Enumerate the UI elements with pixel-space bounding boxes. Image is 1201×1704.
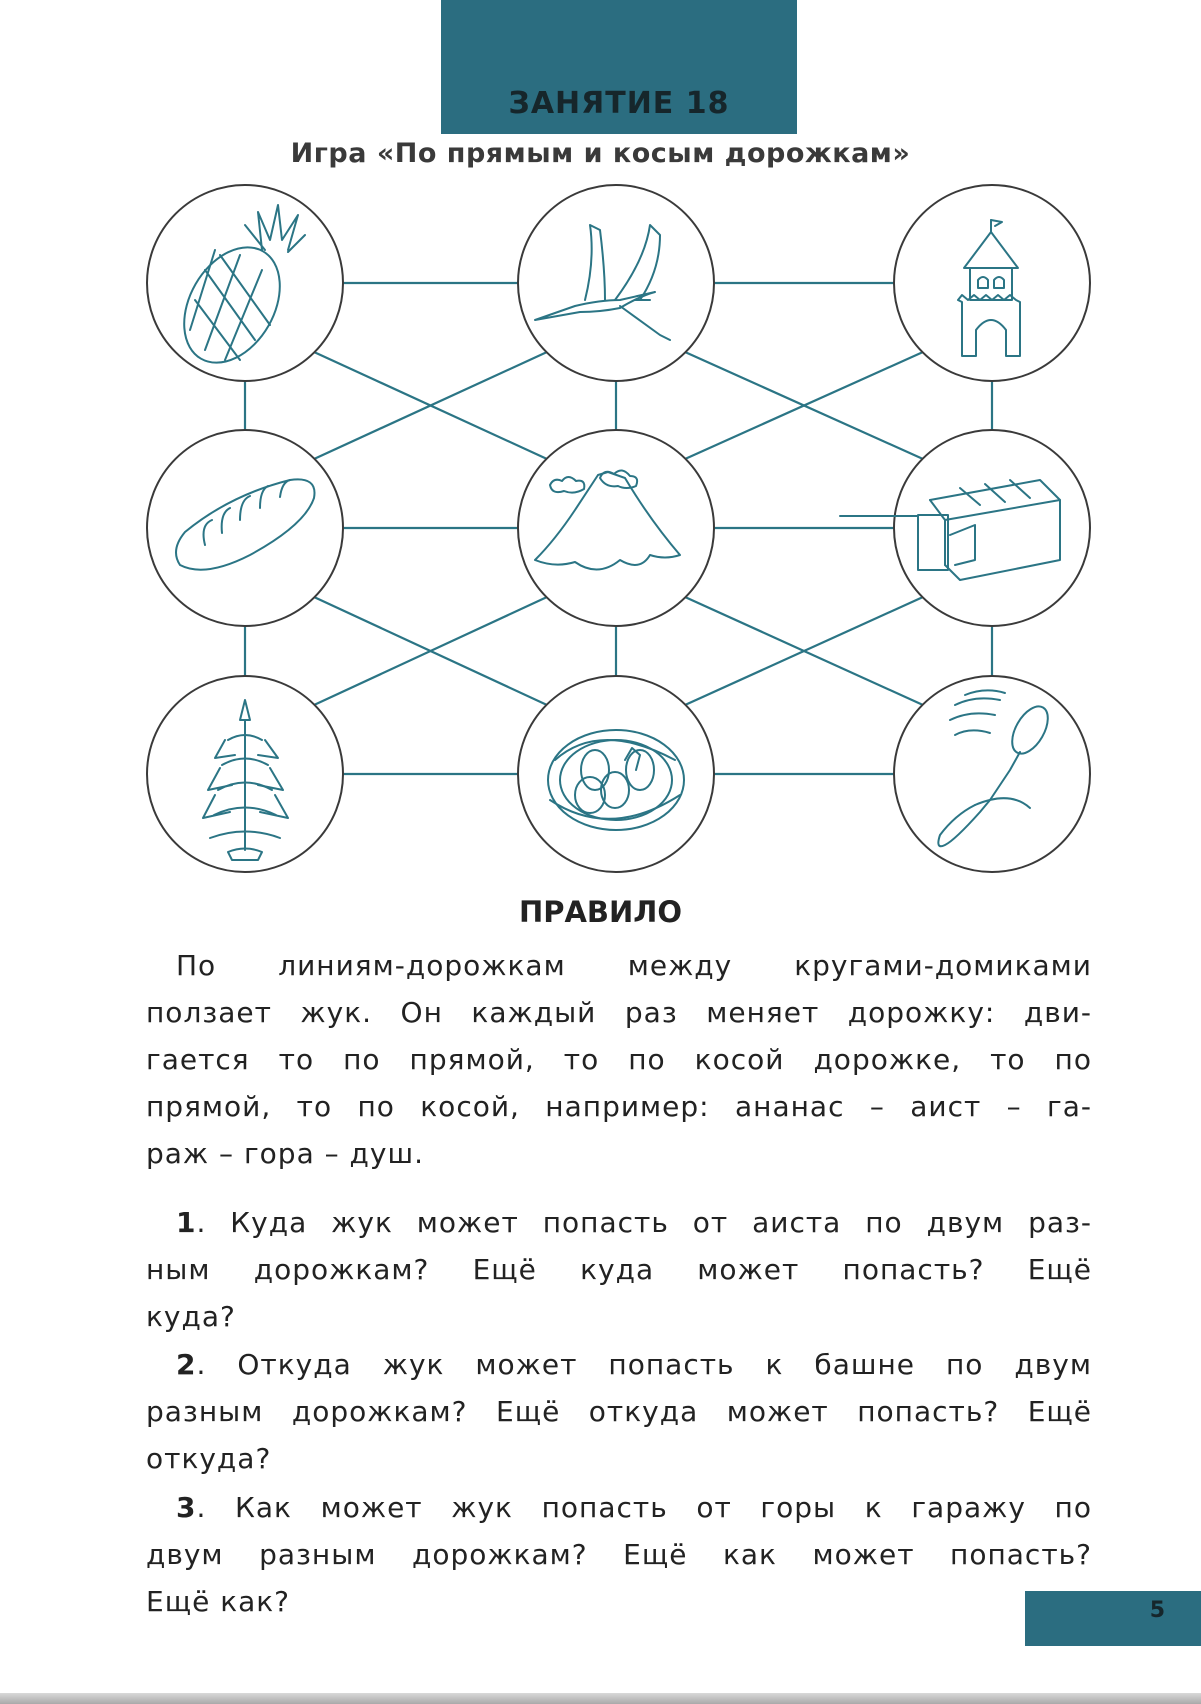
- question-line: двум разным дорожкам? Ещё как может попасть?: [146, 1538, 1092, 1571]
- rule-heading: ПРАВИЛО: [518, 895, 683, 929]
- node-tower: [894, 185, 1090, 381]
- lesson-title: ЗАНЯТИЕ 18: [508, 86, 730, 121]
- node-shower: [894, 676, 1090, 872]
- node-mountain: [518, 430, 714, 626]
- rule-line: прямой, то по косой, например: ананас – аист – га-: [146, 1090, 1092, 1123]
- question-number: 2: [176, 1348, 197, 1381]
- question-line: ным дорожкам? Ещё куда может попасть? Ещё: [146, 1253, 1092, 1286]
- rule-line: По линиям-дорожкам между кругами-домиками: [176, 949, 1092, 982]
- question-number: 3: [176, 1491, 197, 1524]
- question-3: [146, 1484, 1092, 1625]
- node-bread: [147, 430, 343, 626]
- rule-line: раж – гора – душ.: [146, 1137, 424, 1170]
- rule-line: ползает жук. Он каждый раз меняет дорожку: дви-: [146, 996, 1092, 1029]
- question-line: 3. Как может жук попасть от горы к гаражу по: [176, 1491, 1092, 1524]
- page-number: 5: [1149, 1598, 1165, 1623]
- node-stork: [518, 185, 714, 381]
- question-line: разным дорожкам? Ещё откуда может попасть? Ещё: [146, 1395, 1092, 1428]
- question-line: 2. Откуда жук может попасть к башне по двум: [176, 1348, 1092, 1381]
- node-nest: [518, 676, 714, 872]
- question-line: Ещё как?: [146, 1585, 291, 1618]
- question-2: [146, 1341, 1092, 1482]
- question-line: 1. Куда жук может попасть от аиста по двум раз-: [176, 1206, 1092, 1239]
- page-edge: [0, 1693, 1201, 1704]
- question-line: куда?: [146, 1300, 236, 1333]
- question-line: откуда?: [146, 1442, 272, 1475]
- game-title: Игра «По прямым и косым дорожкам»: [290, 138, 911, 169]
- question-number: 1: [176, 1206, 197, 1239]
- rule-line: гается то по прямой, то по косой дорожке, то по: [146, 1043, 1092, 1076]
- question-1: [146, 1199, 1092, 1340]
- rule-text: [146, 942, 1092, 1177]
